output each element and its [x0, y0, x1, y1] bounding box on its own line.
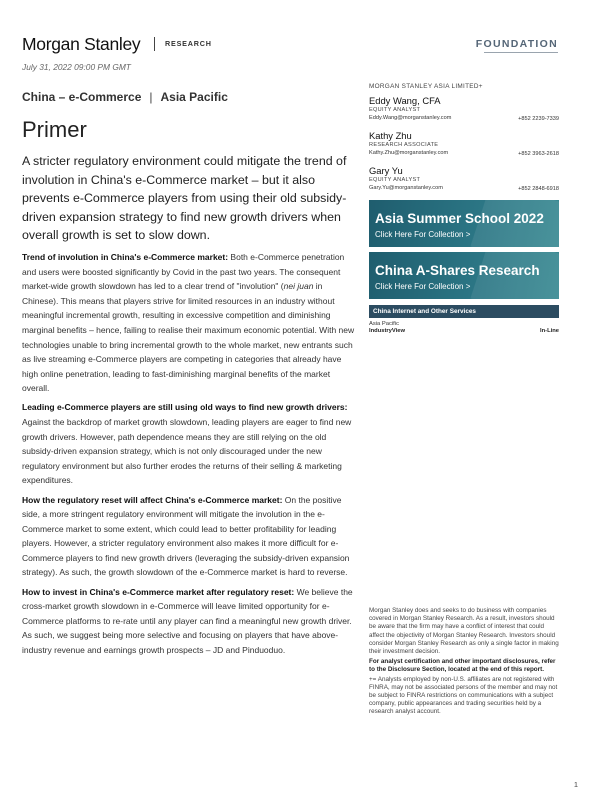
section-text-italic: nei juan: [283, 281, 314, 292]
section-text: in Chinese). This means that players strive for limited resources in an industry without meaningful incremental growth, resulting in excessive competition and diminishing marginal benefits – hence, failing to realise their maximum economic potential. With new technologies unable to bring incremental growth to the whole market, new entrants such as live streaming e-Commerce players are competing in categories that already have high online penetration, leading to fast-diminishing marginal benefits of the market overall.: [22, 281, 355, 394]
section-heading: How the regulatory reset will affect China's e-Commerce market:: [22, 494, 283, 505]
disclaimer-conflict: Morgan Stanley does and seeks to do business with companies covered in Morgan Stanley Research. As a result, investors should be aware that the firm may have a conflict of interest that could affect the objectivity of Morgan Stanley Research. Investors should consider Morgan Stanley Research as only a single factor in making their investment decision.: [369, 607, 559, 656]
industry-view-row: [369, 328, 559, 338]
topic-line: [22, 90, 228, 104]
section-heading: How to invest in China's e-Commerce market after regulatory reset:: [22, 586, 295, 597]
analyst-name: Kathy Zhu: [369, 130, 412, 141]
firm-name: MORGAN STANLEY ASIA LIMITED+: [369, 83, 483, 90]
report-body: [22, 250, 355, 662]
disclaimer: [369, 607, 559, 718]
analyst-phone: +852 2239-7339: [518, 116, 559, 122]
disclaimer-finra: += Analysts employed by non-U.S. affiliates are not registered with FINRA, may not be associated persons of the member and may not be subject to FINRA restrictions on communications with a subject company, public appearances and trading securities held by a research analyst account.: [369, 675, 558, 716]
disclaimer-certification: For analyst certification and other important disclosures, refer to the Disclosure Section, located at the end of this report.: [369, 657, 556, 673]
section-heading: Trend of involution in China's e-Commerce market:: [22, 252, 229, 262]
summary-paragraph: A stricter regulatory environment could mitigate the trend of involution in China's e-Commerce market – but it also prevents e-Commerce players from using their old subsidy-driven expansion strategy to find new growth drivers when overall growth is set to slow down.: [22, 154, 347, 242]
banner-title: China A-Shares Research: [375, 263, 540, 278]
analyst-name: Gary Yu: [369, 165, 403, 176]
section-heading: Leading e-Commerce players are still using old ways to find new growth drivers:: [22, 402, 348, 413]
analyst-card: [369, 165, 559, 200]
page-number: 1: [573, 780, 578, 789]
banner-title: Asia Summer School 2022: [375, 211, 544, 226]
analyst-name: Eddy Wang, CFA: [369, 95, 441, 106]
analyst-phone: +852 3963-2618: [518, 151, 559, 157]
industry-title-bar: China Internet and Other Services: [369, 305, 559, 318]
region-label: Asia Pacific: [160, 90, 228, 104]
foundation-label: FOUNDATION: [475, 38, 558, 50]
section-text: We believe the cross-market growth slowdown in e-Commerce will leave limited opportunity for e-Commerce platforms to re-rate until any player can find a meaningful new growth driver. As such, we suggest being more selective and focusing on players that have above-industry revenue and earnings growth prospects – JD and Pinduoduo.: [22, 586, 353, 655]
morgan-stanley-logo[interactable]: Morgan Stanley: [22, 34, 141, 54]
china-a-shares-banner[interactable]: [369, 252, 559, 299]
document-type-title: Primer: [22, 117, 87, 142]
analyst-card: [369, 130, 559, 165]
industry-region: Asia Pacific: [369, 321, 399, 327]
analyst-card: [369, 95, 559, 130]
asia-summer-school-banner[interactable]: [369, 200, 559, 247]
analyst-phone: +852 2848-6918: [518, 186, 559, 192]
logo-divider: [154, 37, 155, 51]
analyst-title: EQUITY ANALYST: [369, 177, 421, 183]
foundation-underline: [484, 52, 558, 53]
section-old-ways: [22, 400, 355, 488]
analyst-email[interactable]: Eddy.Wang@morganstanley.com: [369, 115, 452, 121]
publish-date: July 31, 2022 09:00 PM GMT: [22, 62, 131, 72]
section-how-to-invest: [22, 585, 355, 658]
banner-link[interactable]: Click Here For Collection >: [375, 282, 471, 291]
analyst-email[interactable]: Gary.Yu@morganstanley.com: [369, 185, 443, 191]
analyst-email[interactable]: Kathy.Zhu@morganstanley.com: [369, 150, 449, 156]
page-header: [22, 34, 558, 58]
section-text: On the positive side, a more stringent regulatory environment will mitigate the involution in the e-Commerce market to some extent, which could lead to better profitability for leading players. However, a stricter regulatory environment also makes it more difficult for e-Commerce players to find new growth drivers (leveraging the subsidy-driven expansion strategy). As such, the growth slowdown of the e-Commerce market is hard to reverse.: [22, 494, 350, 578]
section-text: Both e-Commerce penetration and users were boosted significantly by Covid in the past two years. The consequent market-wide growth slowdown has led to a clear trend of "involution" (: [22, 252, 345, 292]
analyst-title: RESEARCH ASSOCIATE: [369, 142, 439, 148]
section-text: Against the backdrop of market growth slowdown, leading players are eager to find new growth drivers. However, path dependence means they are still relying on the old subsidy-driven expansion strategy, which is not only discouraged under the new regulatory environment but also further erodes the returns of their selling & marketing expenditures.: [22, 417, 352, 486]
section-regulatory-reset: [22, 493, 355, 581]
banner-link[interactable]: Click Here For Collection >: [375, 230, 471, 239]
topic-separator: |: [149, 90, 153, 104]
sidebar: [369, 83, 559, 338]
sector-label: China – e-Commerce: [22, 90, 142, 104]
industry-view-value: In-Line: [540, 328, 559, 334]
research-label: RESEARCH: [165, 39, 212, 48]
section-involution: [22, 250, 355, 396]
analyst-title: EQUITY ANALYST: [369, 107, 421, 113]
industry-view-label: IndustryView: [369, 328, 405, 334]
